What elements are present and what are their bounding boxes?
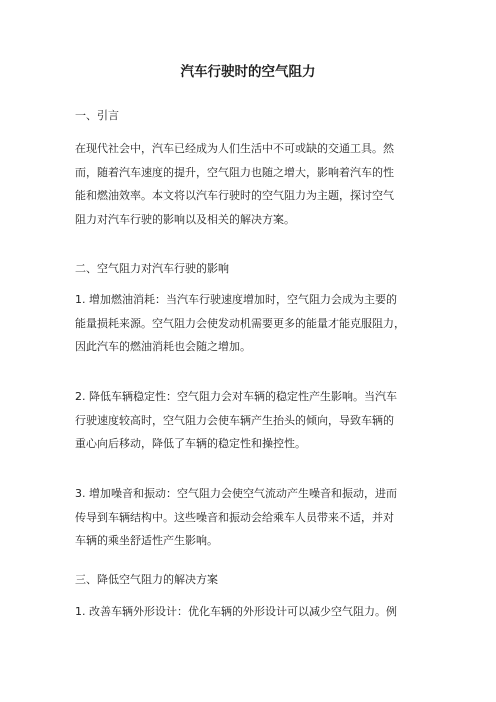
paragraph-line: 能和燃油效率。本文将以汽车行驶时的空气阻力为主题，探讨空气 <box>75 189 394 202</box>
paragraph-line: 阻力对汽车行驶的影响以及相关的解决方案。 <box>75 212 295 226</box>
section-heading-effects: 二、空气阻力对汽车行驶的影响 <box>75 262 229 275</box>
paragraph-line: 传导到车辆结构中。这些噪音和振动会给乘车人员带来不适，并对 <box>75 510 394 524</box>
paragraph-line: 1. 增加燃油消耗：当汽车行驶速度增加时，空气阻力会成为主要的 <box>75 293 397 306</box>
paragraph-line: 能量损耗来源。空气阻力会使发动机需要更多的能量才能克服阻力， <box>75 316 405 330</box>
paragraph-shape-design <box>75 600 425 624</box>
paragraph-line: 1. 改善车辆外形设计：优化车辆的外形设计可以减少空气阻力。例 <box>75 605 397 618</box>
paragraph-fuel-consumption <box>75 288 425 359</box>
paragraph-noise-vibration <box>75 482 425 553</box>
paragraph-line: 2. 降低车辆稳定性：空气阻力会对车辆的稳定性产生影响。当汽车 <box>75 390 397 403</box>
section-heading-solutions: 三、降低空气阻力的解决方案 <box>75 573 218 586</box>
paragraph-line: 而，随着汽车速度的提升，空气阻力也随之增大，影响着汽车的性 <box>75 165 394 179</box>
paragraph-introduction <box>75 137 425 231</box>
paragraph-stability <box>75 385 425 456</box>
section-heading-introduction: 一、引言 <box>75 109 119 122</box>
paragraph-line: 在现代社会中，汽车已经成为人们生活中不可或缺的交通工具。然 <box>75 142 394 155</box>
paragraph-line: 车辆的乘坐舒适性产生影响。 <box>75 534 218 547</box>
paragraph-line: 3. 增加噪音和振动：空气阻力会使空气流动产生噪音和振动，进而 <box>75 487 397 500</box>
paragraph-line: 行驶速度较高时，空气阻力会使车辆产生抬头的倾向，导致车辆的 <box>75 413 394 427</box>
paragraph-line: 因此汽车的燃油消耗也会随之增加。 <box>75 340 251 353</box>
paragraph-line: 重心向后移动，降低了车辆的稳定性和操控性。 <box>75 437 306 450</box>
document-title: 汽车行驶时的空气阻力 <box>180 64 316 80</box>
